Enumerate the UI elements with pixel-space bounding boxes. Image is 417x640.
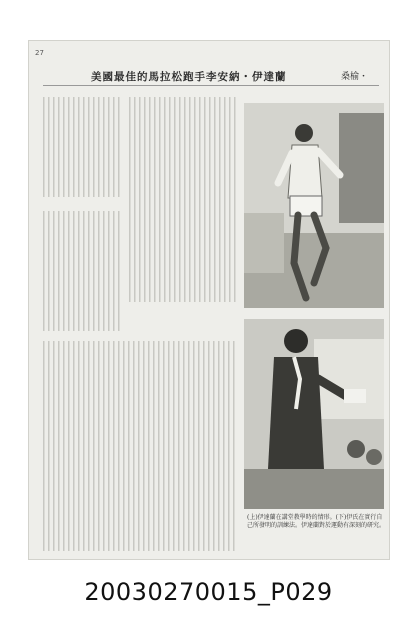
magazine-page: [28, 40, 390, 560]
article-title: 美國最佳的馬拉松跑手李安納・伊達蘭: [91, 71, 287, 83]
runner-photo: [244, 103, 384, 308]
text-column-left: [43, 97, 123, 197]
title-rule: [43, 85, 379, 86]
lecture-photo: [244, 319, 384, 509]
text-column-mid: [129, 97, 237, 302]
text-column-left-lower: [43, 211, 123, 331]
text-column-mid-lower: [43, 341, 237, 551]
page-number: 27: [35, 49, 44, 57]
runner-illustration: [244, 103, 384, 308]
photo-caption: (上)伊達蘭在講堂教學時的情形。(下)伊氏在實行自己所發明的訓練法。伊達蘭對於運動有深刻的研究。: [247, 514, 386, 529]
archive-label: 20030270015_P029: [84, 578, 333, 606]
article-author: 桑榆・: [341, 72, 369, 82]
lecture-illustration: [244, 319, 384, 509]
